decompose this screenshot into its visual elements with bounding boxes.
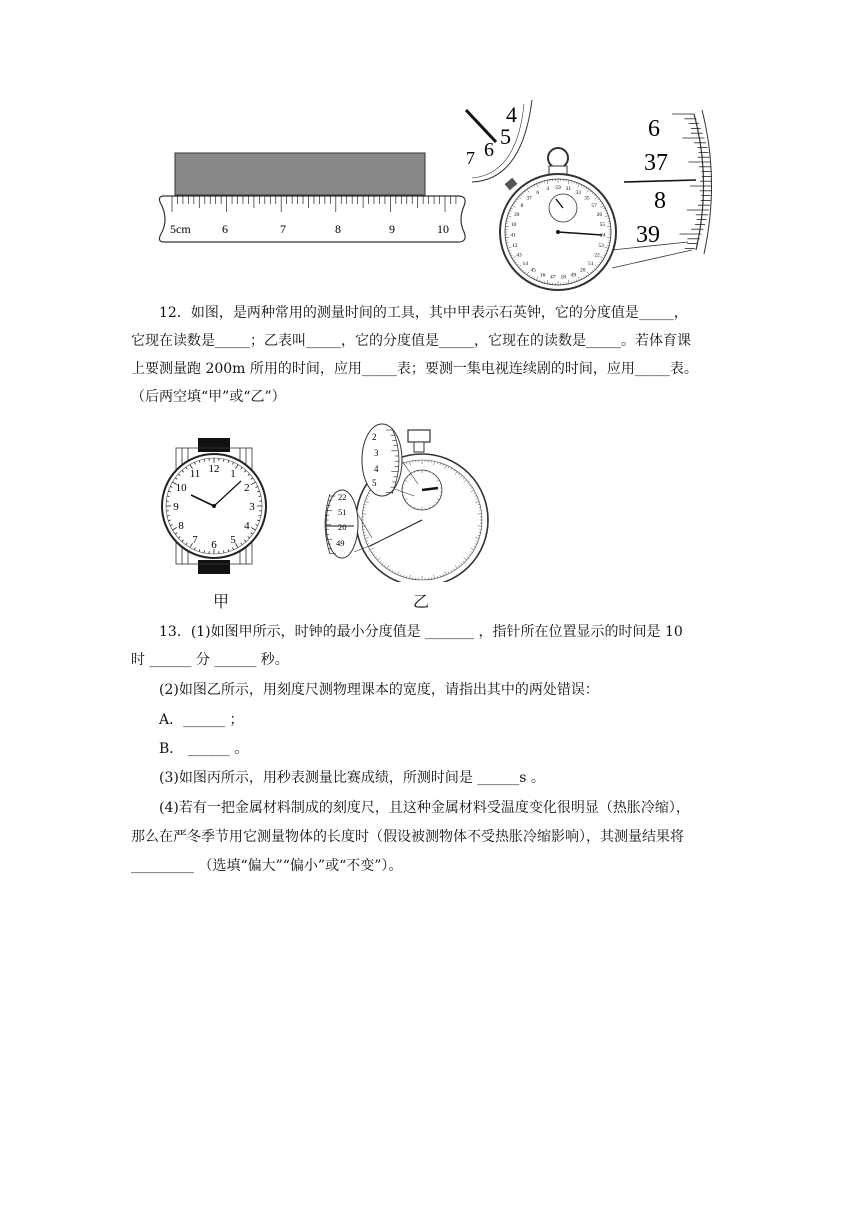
q12-line: 上要测量跑 200m 所用的时间，应用_____表；要测一集电视连续剧的时间，应用_____表。 [131,361,698,377]
stopwatch-outer-label: 24 [600,232,606,239]
ruler-figure [158,150,470,250]
clock-number: 11 [189,468,201,481]
q13-p2: (2)如图乙所示，用刻度尺测物理课本的宽度，请指出其中的两处错误： [159,682,599,698]
ruler-tick-label: 7 [280,222,286,236]
stopwatch-stem [414,442,424,452]
stopwatch-outer-label: 22 [594,252,600,259]
clock-number: 6 [211,539,217,551]
ruler-tick-label: 6 [222,222,228,236]
clock-number: 9 [173,501,179,513]
clock-number: 10 [175,482,187,494]
stopwatch-ring [548,148,568,168]
q12-line: （后两空填“甲”或“乙”） [131,389,286,405]
stopwatch-outer-label: 18 [560,274,566,281]
stopwatch-outer-label: 6 [536,189,540,196]
stopwatch-outer-label: 53 [598,242,604,249]
clock-strap-top [198,438,230,452]
q13-p4-line3: _________ （选填“偏大”“偏小”或“不变”）。 [131,858,403,874]
clock-number: 1 [230,468,236,481]
zoom-top-label: 6 [484,139,494,161]
zoom-left-label: 22 [338,492,347,502]
q13-p4-line1: (4)若有一把金属材料制成的刻度尺，且这种金属材料受温度变化很明显（热胀冷缩）， [159,800,690,816]
zoom-left-label: 49 [336,538,345,548]
q13-option-a: A．______ ； [159,712,244,728]
caption-jia: 甲 [213,592,230,611]
clock-number: 8 [178,520,184,532]
stopwatch-outer-label: 41 [510,232,516,239]
stopwatch-outer-label: 51 [587,260,594,267]
stopwatch-outer-label: 33 [575,189,581,196]
clock-pivot [212,504,216,508]
q13-p1-line1: 13．(1)如图甲所示，时钟的最小分度值是 _______ ，指针所在位置显示的时间是 10 [159,624,683,640]
zoom-top-label: 5 [500,124,511,149]
clock-number: 2 [244,482,250,494]
q13-p3: (3)如图丙所示，用秒表测量比赛成绩，所测时间是 ______s 。 [159,770,545,786]
q12-line: 它现在读数是_____；乙表叫_____，它的分度值是_____，它现在的读数是_____。若体育课 [131,333,691,349]
zoom-right-label: 37 [644,150,668,176]
zoom-top-label: 2 [372,432,377,442]
stopwatch-outer-label: 14 [522,260,529,267]
stopwatch-crown [549,166,567,174]
clock-number: 5 [230,533,236,546]
clock-number: 4 [244,520,250,532]
q13-p4-line2: 那么在严冬季节用它测量物体的长度时（假设被测物体不受热胀冷缩影响），其测量结果将 [131,829,684,845]
stopwatch-outer-label: 47 [550,274,556,281]
zoom-right-hand [624,180,696,182]
stopwatch-pivot [556,230,560,234]
stopwatch-outer-label: 35 [584,195,590,202]
zoom-top-label: 7 [466,148,475,168]
zoom-right-label: 6 [648,116,660,142]
caption-yi: 乙 [413,592,430,611]
q12-line: 12．如图，是两种常用的测量时间的工具，其中甲表示石英钟，它的分度值是_____， [159,305,688,321]
stopwatch-outer-label: 12 [512,242,518,249]
quartz-clock-figure [158,436,270,576]
clock-strap-bottom [198,560,230,574]
measured-object [175,153,425,195]
stopwatch-outer-label: 59 [555,185,561,191]
question-12 [131,299,731,411]
stopwatch-crown [408,430,430,442]
stopwatch-outer-label: 8 [520,203,524,210]
zoom-top-label: 3 [374,448,379,458]
stopwatch-outer-label: 55 [599,222,606,229]
zoom-top-hand [466,110,496,142]
zoom-top-bubble [362,424,402,496]
zoom-top-label: 4 [506,102,517,127]
stopwatch-outer-label: 39 [513,212,520,219]
clock-number: 3 [249,501,255,513]
stopwatch-figure [462,100,718,292]
zoom-top-label: 5 [372,478,377,488]
q13-option-b: B． ______ 。 [159,741,249,757]
zoom-top-label: 4 [374,464,379,474]
stopwatch-outer-label: 16 [539,272,546,279]
zoom-right-label: 39 [636,222,660,248]
q13-p1-line2: 时 ______ 分 ______ 秒。 [131,652,289,668]
ruler-tick-label: 10 [437,222,449,236]
stopwatch-outer-label: 57 [591,203,597,210]
stopwatch-side-button [505,178,518,191]
ruler-tick-label: 8 [335,222,341,236]
stopwatch-outer-label: 43 [516,252,522,259]
zoom-right-arc [694,114,704,250]
clock-number: 7 [192,533,198,546]
clock-number: 12 [208,463,220,475]
stopwatch-outer-label: 31 [565,186,572,193]
ruler-body [159,196,465,242]
stopwatch-outer-label: 45 [530,267,537,274]
stopwatch-outer-label: 49 [570,272,577,279]
stopwatch-outer-label: 20 [579,267,586,274]
ruler-tick-label: 9 [389,222,395,236]
stopwatch-outer-label: 10 [510,222,517,229]
stopwatch-mid-figure [314,422,500,582]
zoom-right-connector [612,250,692,268]
zoom-right-label: 8 [654,188,666,214]
zoom-left-label: 20 [338,522,347,532]
zoom-left-label: 51 [338,507,347,517]
stopwatch-outer-label: 26 [596,212,603,219]
ruler-unit-label: 5cm [170,222,191,236]
stopwatch-outer-label: 4 [546,186,549,193]
stopwatch-outer-label: 37 [526,195,532,202]
